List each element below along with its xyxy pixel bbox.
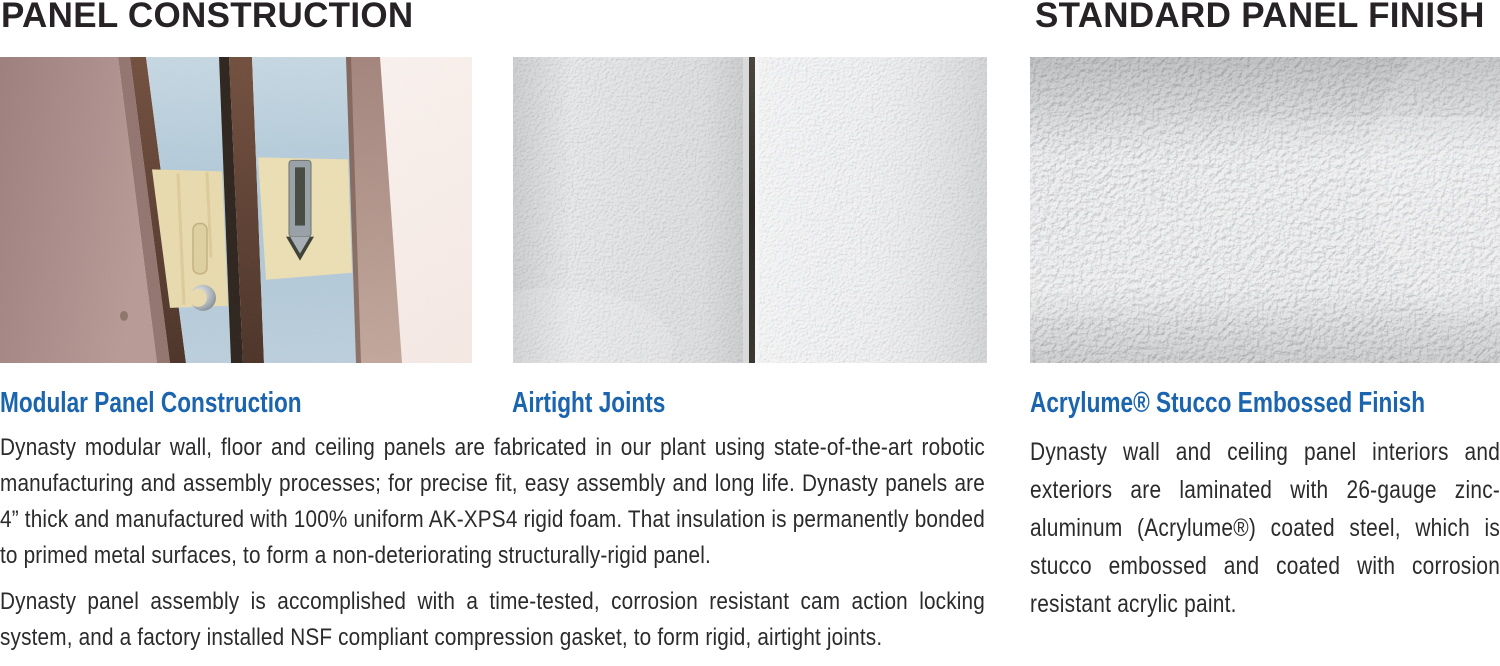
- caption-airtight-joints: Airtight Joints: [512, 387, 666, 419]
- left-paragraph-2: Dynasty panel assembly is accomplished with a time-tested, corrosion resistant cam action locking system, and a factory installed NSF compliant compression gasket, to form rigid, airtight joints.: [0, 588, 985, 651]
- caption-modular-panel-construction: Modular Panel Construction: [0, 387, 302, 419]
- airtight-joints-photo: [513, 57, 987, 363]
- stucco-embossed-finish-photo: [1030, 57, 1500, 363]
- panel-construction-title: PANEL CONSTRUCTION: [1, 0, 414, 35]
- panel-cross-section-illustration: [0, 57, 472, 363]
- right-paragraph-1: Dynasty wall and ceiling panel interiors and exteriors are laminated with 26-gauge zinc-aluminum (Acrylume®) coated steel, which is stucco embossed and coated with corrosion resistant acrylic paint.: [1030, 438, 1500, 618]
- standard-panel-finish-title: STANDARD PANEL FINISH: [1035, 0, 1485, 35]
- caption-acrylume-stucco-embossed-finish: Acrylume® Stucco Embossed Finish: [1030, 387, 1426, 419]
- right-body-text: [1030, 433, 1500, 633]
- left-paragraph-1: Dynasty modular wall, floor and ceiling panels are fabricated in our plant using state-of-the-art robotic manufacturing and assembly processes; for precise fit, easy assembly and long life. Dynasty panels are 4” thick and manufactured with 100% uniform AK-XPS4 rigid foam. That insulation is permanently bonded to primed metal surfaces, to form a non-deteriorating structurally-rigid panel.: [0, 434, 985, 569]
- left-body-text: [0, 430, 985, 666]
- modular-panel-construction-photo: [0, 57, 472, 363]
- stucco-texture-illustration: [1030, 57, 1500, 363]
- panel-joint-illustration: [513, 57, 987, 363]
